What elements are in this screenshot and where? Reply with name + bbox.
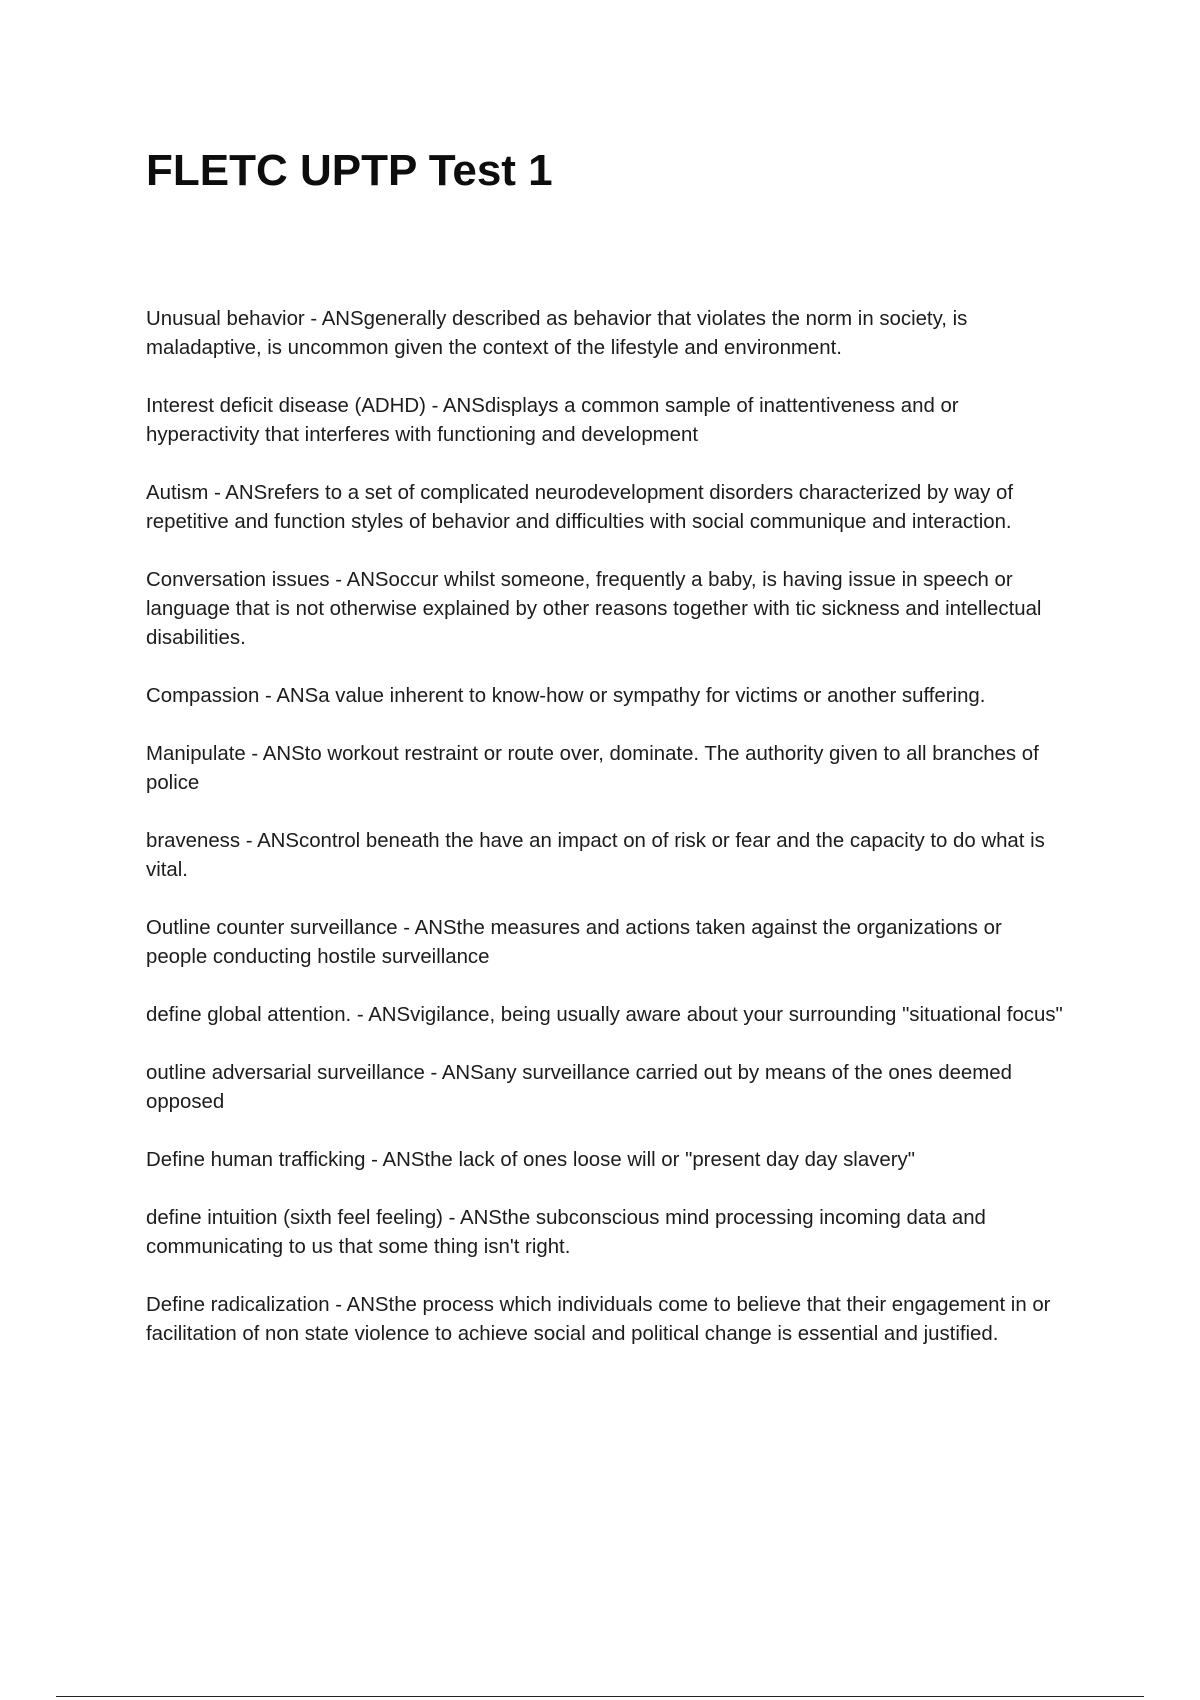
- footer-divider: [56, 1696, 1144, 1697]
- qa-entry-adhd: Interest deficit disease (ADHD) - ANSdisplays a common sample of inattentiveness and or hyperactivity that interferes with functioning and development: [146, 395, 959, 446]
- qa-entry-conversation-issues: Conversation issues - ANSoccur whilst someone, frequently a baby, is having issue in speech or language that is not otherwise explained by other reasons together with tic sickness and intellectual disabilities.: [146, 569, 1042, 649]
- qa-entry-compassion: Compassion - ANSa value inherent to know-how or sympathy for victims or another suffering.: [146, 685, 986, 707]
- qa-entry-human-trafficking: Define human trafficking - ANSthe lack of ones loose will or "present day day slavery": [146, 1149, 915, 1171]
- qa-entry-global-attention: define global attention. - ANSvigilance, being usually aware about your surrounding "situational focus": [146, 1004, 1063, 1026]
- qa-entry-counter-surveillance: Outline counter surveillance - ANSthe measures and actions taken against the organizations or people conducting hostile surveillance: [146, 917, 1002, 968]
- qa-entry-unusual-behavior: Unusual behavior - ANSgenerally described as behavior that violates the norm in society, is maladaptive, is uncommon given the context of the lifestyle and environment.: [146, 308, 968, 359]
- qa-entry-radicalization: Define radicalization - ANSthe process which individuals come to believe that their engagement in or facilitation of non state violence to achieve social and political change is essential and justified.: [146, 1294, 1051, 1345]
- qa-entry-adversarial-surveillance: outline adversarial surveillance - ANSany surveillance carried out by means of the ones deemed opposed: [146, 1062, 1012, 1113]
- qa-entry-intuition: define intuition (sixth feel feeling) - ANSthe subconscious mind processing incoming data and communicating to us that some thing isn't right.: [146, 1207, 986, 1258]
- qa-list: [146, 305, 1066, 1378]
- qa-entry-braveness: braveness - ANScontrol beneath the have an impact on of risk or fear and the capacity to do what is vital.: [146, 830, 1045, 881]
- qa-entry-manipulate: Manipulate - ANSto workout restraint or route over, dominate. The authority given to all branches of police: [146, 743, 1039, 794]
- document-title: FLETC UPTP Test 1: [146, 146, 553, 195]
- qa-entry-autism: Autism - ANSrefers to a set of complicated neurodevelopment disorders characterized by way of repetitive and function styles of behavior and difficulties with social communique and interaction.: [146, 482, 1014, 533]
